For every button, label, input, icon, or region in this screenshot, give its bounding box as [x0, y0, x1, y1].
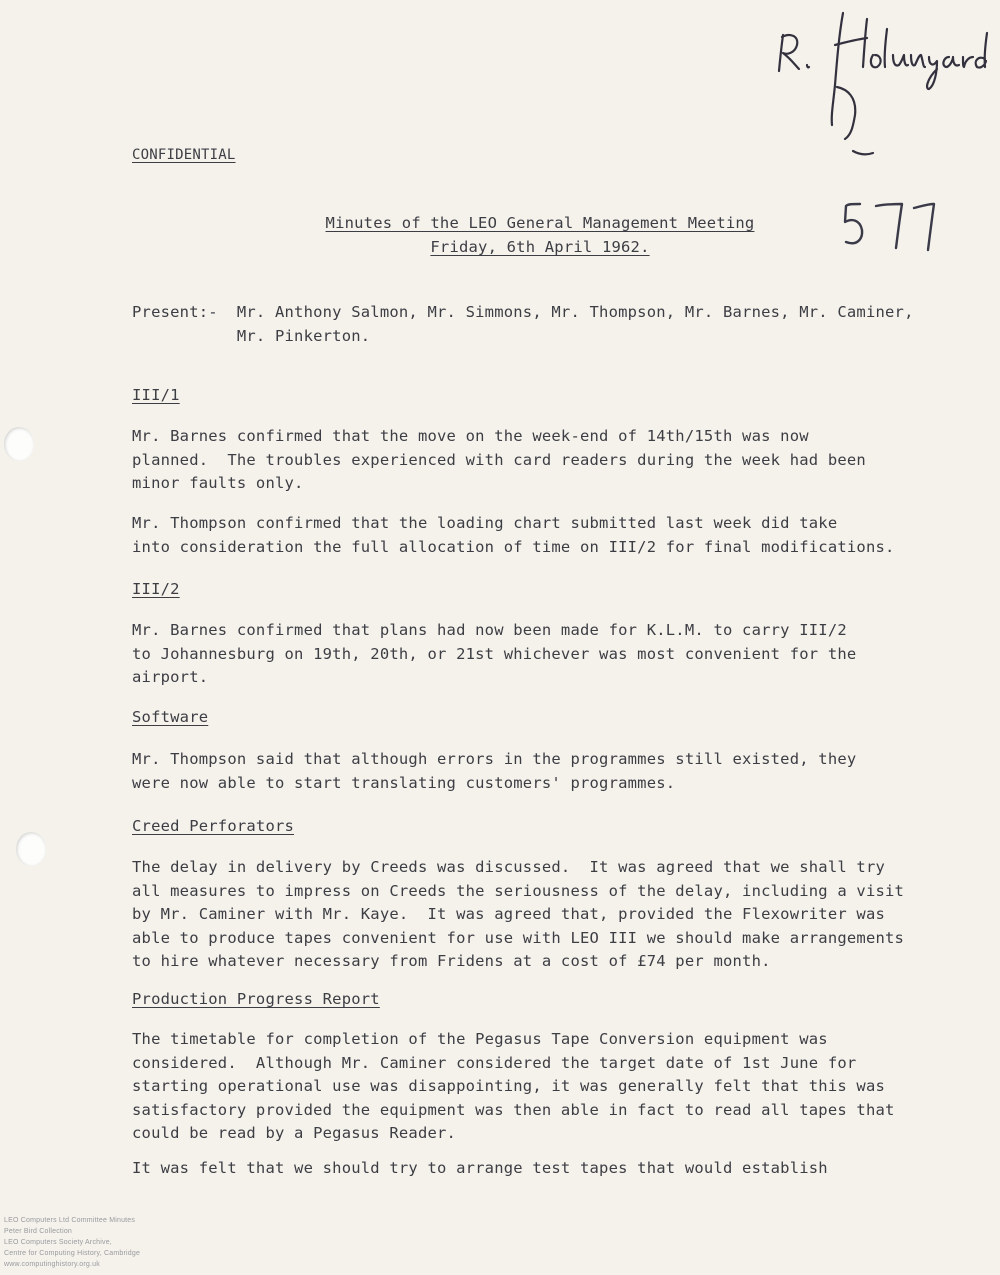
section-heading-iii-1: III/1 — [132, 386, 180, 404]
section-heading-production-progress-report: Production Progress Report — [132, 990, 380, 1008]
section-heading-iii-2: III/2 — [132, 580, 180, 598]
footer-line: www.computinghistory.org.uk — [4, 1261, 100, 1268]
attendees-line-1: Present:- Mr. Anthony Salmon, Mr. Simmons, Mr. Thompson, Mr. Barnes, Mr. Caminer, — [132, 303, 914, 321]
punch-hole-top — [4, 427, 34, 461]
footer-line: LEO Computers Ltd Committee Minutes — [4, 1217, 136, 1224]
paragraph: Mr. Thompson said that although errors in the programmes still existed, they were now able to start translating customers' programmes. — [132, 750, 857, 792]
confidential-label: CONFIDENTIAL — [132, 147, 236, 163]
page-title: Minutes of the LEO General Management Meeting — [325, 214, 755, 232]
paragraph: The delay in delivery by Creeds was discussed. It was agreed that we shall try all measures to impress on Creeds the seriousness of the delay, including a visit by Mr. Caminer with Mr. Kaye. It was agreed that, provided the Flexowriter was able to produce tapes convenient for use with LEO III we should make arrangements to hire whatever necessary from Fridens at a cost of £74 per month. — [132, 858, 905, 970]
paragraph: Mr. Barnes confirmed that plans had now been made for K.L.M. to carry III/2 to Johannesburg on 19th, 20th, or 21st whichever was most convenient for the airport. — [132, 621, 857, 686]
paragraph: Mr. Thompson confirmed that the loading chart submitted last week did take into consideration the full allocation of time on III/2 for final modifications. — [132, 514, 895, 556]
footer-line: Centre for Computing History, Cambridge — [4, 1250, 141, 1257]
section-heading-software: Software — [132, 708, 209, 726]
paragraph: The timetable for completion of the Pegasus Tape Conversion equipment was considered. Although Mr. Caminer considered the target date of 1st June for starting operational use was disappointing, it was generally felt that this was satisfactory provided the equipment was then able in fact to read all tapes that could be read by a Pegasus Reader. — [132, 1030, 895, 1142]
paragraph: Mr. Barnes confirmed that the move on the week-end of 14th/15th was now planned. The troubles experienced with card readers during the week had been minor faults only. — [132, 427, 866, 492]
footer-line: Peter Bird Collection — [4, 1228, 73, 1235]
attendees-line-2: Mr. Pinkerton. — [132, 327, 371, 345]
punch-hole-bottom — [16, 832, 46, 866]
meeting-date: Friday, 6th April 1962. — [430, 238, 650, 256]
archive-footer — [4, 1215, 204, 1270]
paragraph: It was felt that we should try to arrange test tapes that would establish — [132, 1159, 828, 1177]
section-heading-creed-perforators: Creed Perforators — [132, 817, 295, 835]
attendees — [132, 300, 914, 348]
handwritten-signature — [765, 5, 1000, 175]
footer-line: LEO Computers Society Archive, — [4, 1239, 112, 1246]
